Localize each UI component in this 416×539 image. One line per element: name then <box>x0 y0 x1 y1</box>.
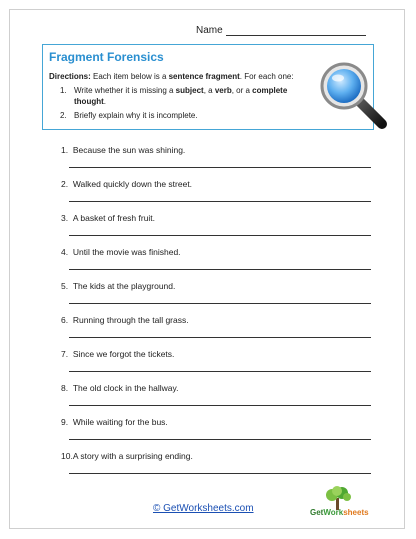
item-text <box>61 213 155 223</box>
list-item <box>61 247 371 277</box>
name-field-row <box>196 25 366 36</box>
item-sentence: While waiting for the bus. <box>72 417 168 427</box>
item-text <box>61 281 175 291</box>
list-item <box>61 145 371 175</box>
item-sentence: The old clock in the hallway. <box>72 383 179 393</box>
step-text: , a <box>203 86 215 95</box>
list-item <box>61 417 371 447</box>
tree-icon <box>320 486 356 510</box>
item-number: 7. <box>61 349 69 359</box>
step-text: . <box>103 97 106 106</box>
step-bold: subject <box>175 86 204 95</box>
item-sentence: A story with a surprising ending. <box>72 451 193 461</box>
item-sentence: Running through the tall grass. <box>72 315 189 325</box>
logo-text <box>310 508 369 517</box>
step-bold: verb <box>214 86 232 95</box>
logo-part: sheets <box>343 508 369 517</box>
list-item <box>61 315 371 345</box>
directions-part: Each item below is a <box>90 72 169 81</box>
answer-line[interactable] <box>69 337 371 338</box>
item-text <box>61 247 181 257</box>
worksheet-title: Fragment Forensics <box>49 50 164 64</box>
step-bold: complete thought <box>74 86 288 106</box>
directions-bold: sentence fragment <box>168 72 240 81</box>
item-sentence: A basket of fresh fruit. <box>72 213 156 223</box>
item-text <box>61 315 189 325</box>
item-text <box>61 349 174 359</box>
item-number: 4. <box>61 247 69 257</box>
item-number: 10. <box>61 451 73 461</box>
item-number: 6. <box>61 315 69 325</box>
footer-link[interactable]: © GetWorksheets.com <box>153 503 254 514</box>
answer-line[interactable] <box>69 473 371 474</box>
item-sentence: The kids at the playground. <box>72 281 176 291</box>
answer-line[interactable] <box>69 405 371 406</box>
item-text <box>61 383 179 393</box>
step-number: 2. <box>60 111 67 120</box>
list-item <box>61 281 371 311</box>
step-text: , or a <box>231 86 253 95</box>
directions-text <box>49 71 317 82</box>
step-number: 1. <box>60 86 67 95</box>
answer-line[interactable] <box>69 439 371 440</box>
list-item <box>61 179 371 209</box>
item-number: 2. <box>61 179 69 189</box>
list-item <box>61 383 371 413</box>
item-number: 8. <box>61 383 69 393</box>
step-text: Briefly explain why it is incomplete. <box>74 111 198 120</box>
item-sentence: Until the movie was finished. <box>72 247 181 257</box>
getworksheets-logo <box>310 486 378 522</box>
item-text <box>61 417 168 427</box>
item-number: 1. <box>61 145 69 155</box>
step-item <box>60 110 314 121</box>
name-label: Name <box>196 25 223 36</box>
directions-part: . For each one: <box>239 72 294 81</box>
list-item <box>61 349 371 379</box>
item-number: 5. <box>61 281 69 291</box>
item-sentence: Since we forgot the tickets. <box>72 349 175 359</box>
item-sentence: Walked quickly down the street. <box>72 179 193 189</box>
name-blank-line[interactable] <box>226 25 366 36</box>
logo-part: Get <box>310 508 324 517</box>
step-item <box>60 85 314 107</box>
logo-part: Work <box>323 508 344 517</box>
item-text <box>61 179 192 189</box>
answer-line[interactable] <box>69 235 371 236</box>
directions-steps <box>60 85 314 124</box>
list-item <box>61 451 371 481</box>
magnifying-glass-icon <box>316 58 396 138</box>
directions-label: Directions: <box>49 72 91 81</box>
item-text <box>61 145 185 155</box>
item-text <box>61 451 193 461</box>
answer-line[interactable] <box>69 167 371 168</box>
answer-line[interactable] <box>69 303 371 304</box>
answer-line[interactable] <box>69 269 371 270</box>
item-number: 3. <box>61 213 69 223</box>
answer-line[interactable] <box>69 201 371 202</box>
step-text: Write whether it is missing a <box>74 86 176 95</box>
item-sentence: Because the sun was shining. <box>72 145 186 155</box>
list-item <box>61 213 371 243</box>
answer-line[interactable] <box>69 371 371 372</box>
item-number: 9. <box>61 417 69 427</box>
